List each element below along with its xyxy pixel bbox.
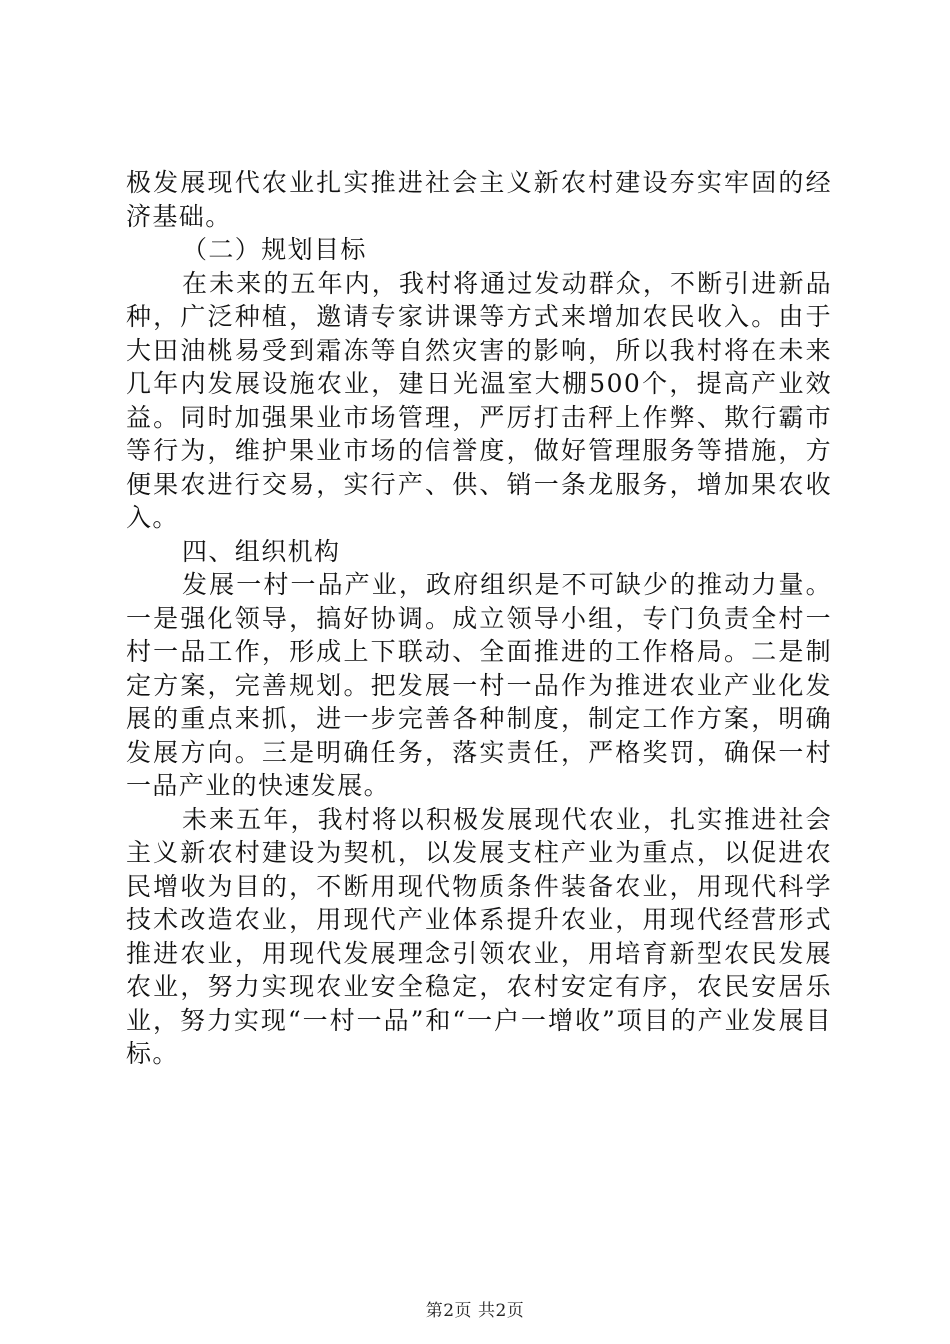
page-number-footer: 第2页 共2页	[425, 1301, 525, 1321]
section-heading-organization: 四、组织机构	[182, 536, 341, 566]
paragraph-continuation: 极发展现代农业扎实推进社会主义新农村建设夯实牢固的经济基础。	[126, 168, 832, 231]
paragraph-organization: 发展一村一品产业，政府组织是不可缺少的推动力量。一是强化领导，搞好协调。成立领导小组，专门负责全村一村一品工作，形成上下联动、全面推进的工作格局。二是制定方案，完善规划。把发展一村一品作为推进农业产业化发展的重点来抓，进一步完善各种制度，制定工作方案，明确发展方向。三是明确任务，落实责任，严格奖罚，确保一村一品产业的快速发展。	[126, 570, 832, 800]
paragraph-planning-goals: 在未来的五年内，我村将通过发动群众，不断引进新品种，广泛种植，邀请专家讲课等方式来增加农民收入。由于大田油桃易受到霜冻等自然灾害的影响，所以我村将在未来几年内发展设施农业，建日光温室大棚500个，提高产业效益。同时加强果业市场管理，严厉打击秤上作弊、欺行霸市等行为，维护果业市场的信誉度，做好管理服务等措施，方便果农进行交易，实行产、供、销一条龙服务，增加果农收入。	[126, 268, 832, 532]
paragraph-conclusion: 未来五年，我村将以积极发展现代农业，扎实推进社会主义新农村建设为契机，以发展支柱产业为重点，以促进农民增收为目的，不断用现代物质条件装备农业，用现代科学技术改造农业，用现代产业体系提升农业，用现代经营形式推进农业，用现代发展理念引领农业，用培育新型农民发展农业，努力实现农业安全稳定，农村安定有序，农民安居乐业，努力实现“一村一品”和“一户一增收”项目的产业发展目标。	[126, 804, 832, 1068]
section-heading-planning-goals: （二）规划目标	[182, 235, 367, 264]
document-body	[126, 166, 832, 1071]
